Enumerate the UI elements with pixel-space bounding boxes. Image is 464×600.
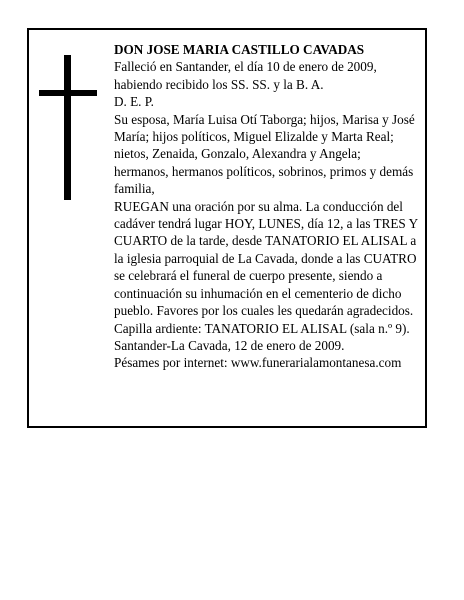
- cross-horizontal-bar: [39, 90, 97, 96]
- cross-vertical-bar: [64, 55, 71, 200]
- family-list: Su esposa, María Luisa Otí Taborga; hijos, Marisa y José María; hijos políticos, Miguel Elizalde y Marta Real; nietos, Zenaida, Gonzalo, Alexandra y Angela; hermanos, hermanos políticos, sobrinos, primos y demás familia,: [114, 111, 415, 197]
- deceased-name: DON JOSE MARIA CASTILLO CAVADAS: [114, 42, 365, 57]
- place-date: Santander-La Cavada, 12 de enero de 2009.: [114, 337, 345, 353]
- obituary-text: [114, 41, 418, 372]
- dep-abbreviation: D. E. P.: [114, 94, 154, 110]
- condolences-line: Pésames por internet: www.funerarialamontanesa.com: [114, 355, 402, 371]
- cross-icon: [39, 55, 97, 200]
- death-info: Falleció en Santander, el día 10 de enero de 2009, habiendo recibido los SS. SS. y la B. A.: [114, 59, 377, 92]
- obituary-notice: [27, 28, 427, 428]
- funeral-request: RUEGAN una oración por su alma. La conducción del cadáver tendrá lugar HOY, LUNES, día 12, a las TRES Y CUARTO de la tarde, desde TANATORIO EL ALISAL a la iglesia parroquial de La Cavada, donde a las CUATRO se celebrará el funeral de cuerpo presente, siendo a continuación su inhumación en el cementerio de dicho pueblo. Favores por los cuales les quedarán agradecidos. Capilla ardiente: TANATORIO EL ALISAL (sala n.º 9).: [114, 198, 418, 336]
